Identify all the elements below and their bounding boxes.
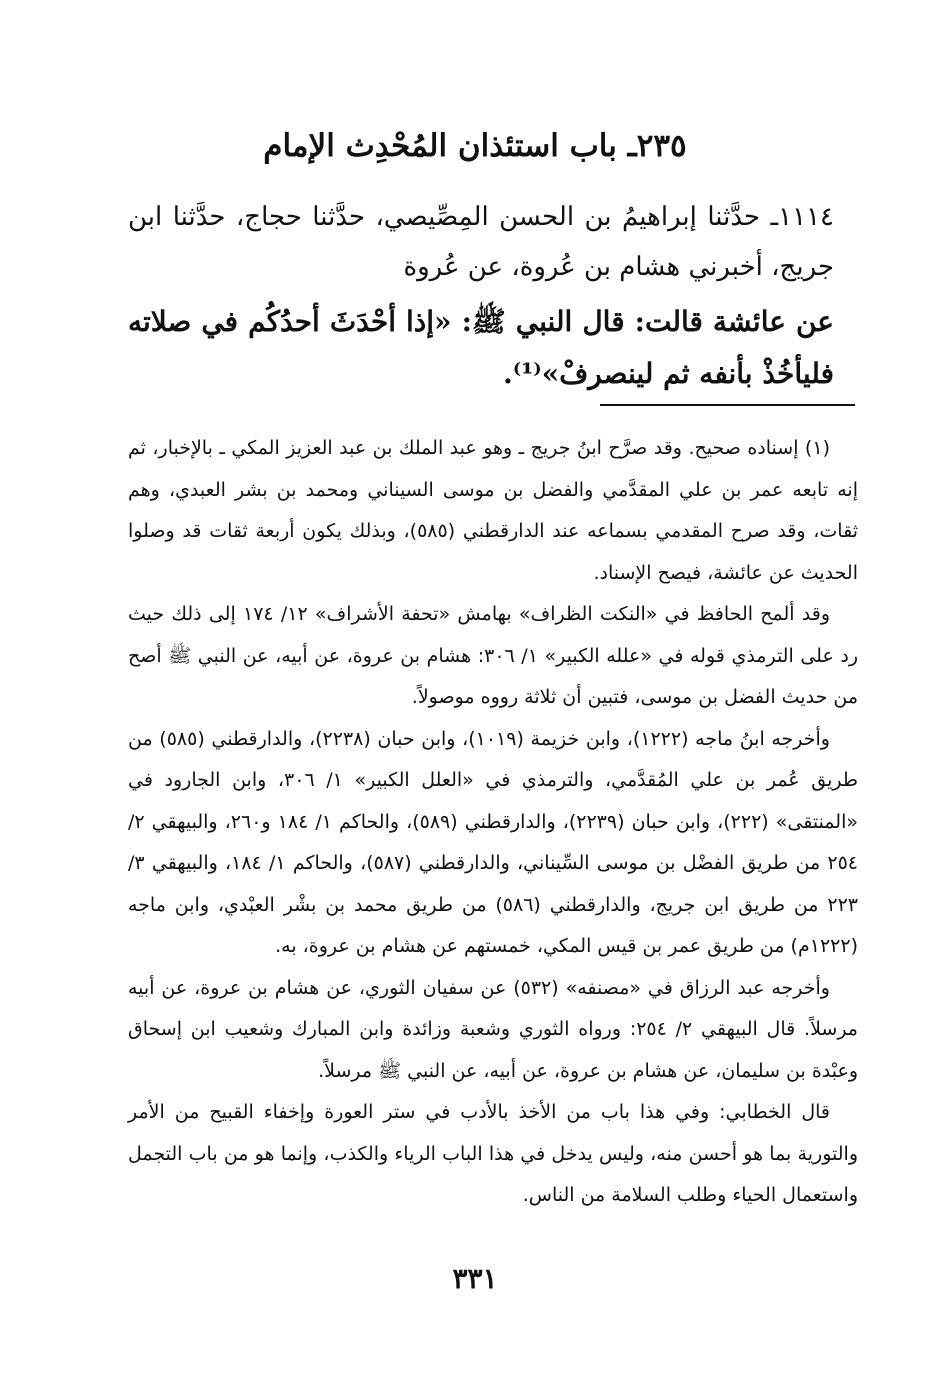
footnote-paragraph: وقد ألمح الحافظ في «النكت الظراف» بهامش «تحفة الأشراف» ١٢/ ١٧٤ إلى ذلك حيث رد على الترمذي قوله في «علله الكبير» ١/ ٣٠٦: هشام بن عروة، عن أبيه، عن النبي ﷺ أصح من حديث الفضل بن موسى، فتبين أن ثلاثة رووه موصولاً. [128,603,858,708]
hadith-matn: عن عائشة قالت: قال النبي ﷺ: «إذا أحْدَثَ أحدُكُم في صلاته فليأخُذْ بأنفه ثم لينصرفْ»⁽¹⁾. [128,305,834,390]
hadith-text [128,192,834,400]
footnote-paragraph: وأخرجه ابنُ ماجه (١٢٢٢)، وابن خزيمة (١٠١٩)، وابن حبان (٢٢٣٨)، والدارقطني (٥٨٥) من طريق عُمر بن علي المُقدَّمي، والترمذي في «العلل الكبير» ١/ ٣٠٦، وابن الجارود في «المنتقى» (٢٢٢)، وابن حبان (٢٢٣٩)، والدارقطني (٥٨٩)، والحاكم ١/ ١٨٤ و٢٦٠، والبيهقي ٢/ ٢٥٤ من طريق الفضْل بن موسى السِّيناني، والدارقطني (٥٨٧)، والحاكم ١/ ١٨٤، والبيهقي ٣/ ٢٢٣ من طريق ابن جريج، والدارقطني (٥٨٦) من طريق محمد بن بشْر العبْدي، وابن ماجه (١٢٢٢م) من طريق عمر بن قيس المكي، خمستهم عن هشام بن عروة، به. [128,727,858,957]
footnote-paragraph: (١) إسناده صحيح. وقد صرَّح ابنُ جريج ـ وهو عبد الملك بن عبد العزيز المكي ـ بالإخبار، ثم إنه تابعه عمر بن علي المقدَّمي والفضل بن موسى السيناني ومحمد بن بشر العبدي، وهم ثقات، وقد صرح المقدمي بسماعه عند الدارقطني (٥٨٥)، وبذلك يكون أربعة ثقات قد وصلوا الحديث عن عائشة، فيصح الإسناد. [128,437,858,584]
footnote-paragraph: وأخرجه عبد الرزاق في «مصنفه» (٥٣٢) عن سفيان الثوري، عن هشام بن عروة، عن أبيه مرسلاً. قال البيهقي ٢/ ٢٥٤: ورواه الثوري وشعبة وزائدة وابن المبارك وشعيب ابن إسحاق وعبْدة بن سليمان، عن هشام بن عروة، عن أبيه، عن النبي ﷺ مرسلاً. [128,976,858,1082]
footnote-separator [600,404,855,406]
page-number: ٣٣١ [452,1262,498,1295]
footnote-paragraph: قال الخطابي: وفي هذا باب من الأخذ بالأدب في ستر العورة وإخفاء القبيح من الأمر والتورية بما هو أحسن منه، وليس يدخل في هذا الباب الرياء والكذب، وإنما هو من باب التجمل واستعمال الحياء وطلب السلامة من الناس. [128,1101,858,1206]
footnotes [128,428,858,1217]
chapter-heading: ٢٣٥ـ باب استئذان المُحْدِث الإمام [263,128,687,164]
hadith-isnad: ١١١٤ـ حدَّثنا إبراهيمُ بن الحسن المِصِّيصي، حدَّثنا حجاج، حدَّثنا ابن جريج، أخبرني هشام بن عُروة، عن عُروة [128,202,834,282]
